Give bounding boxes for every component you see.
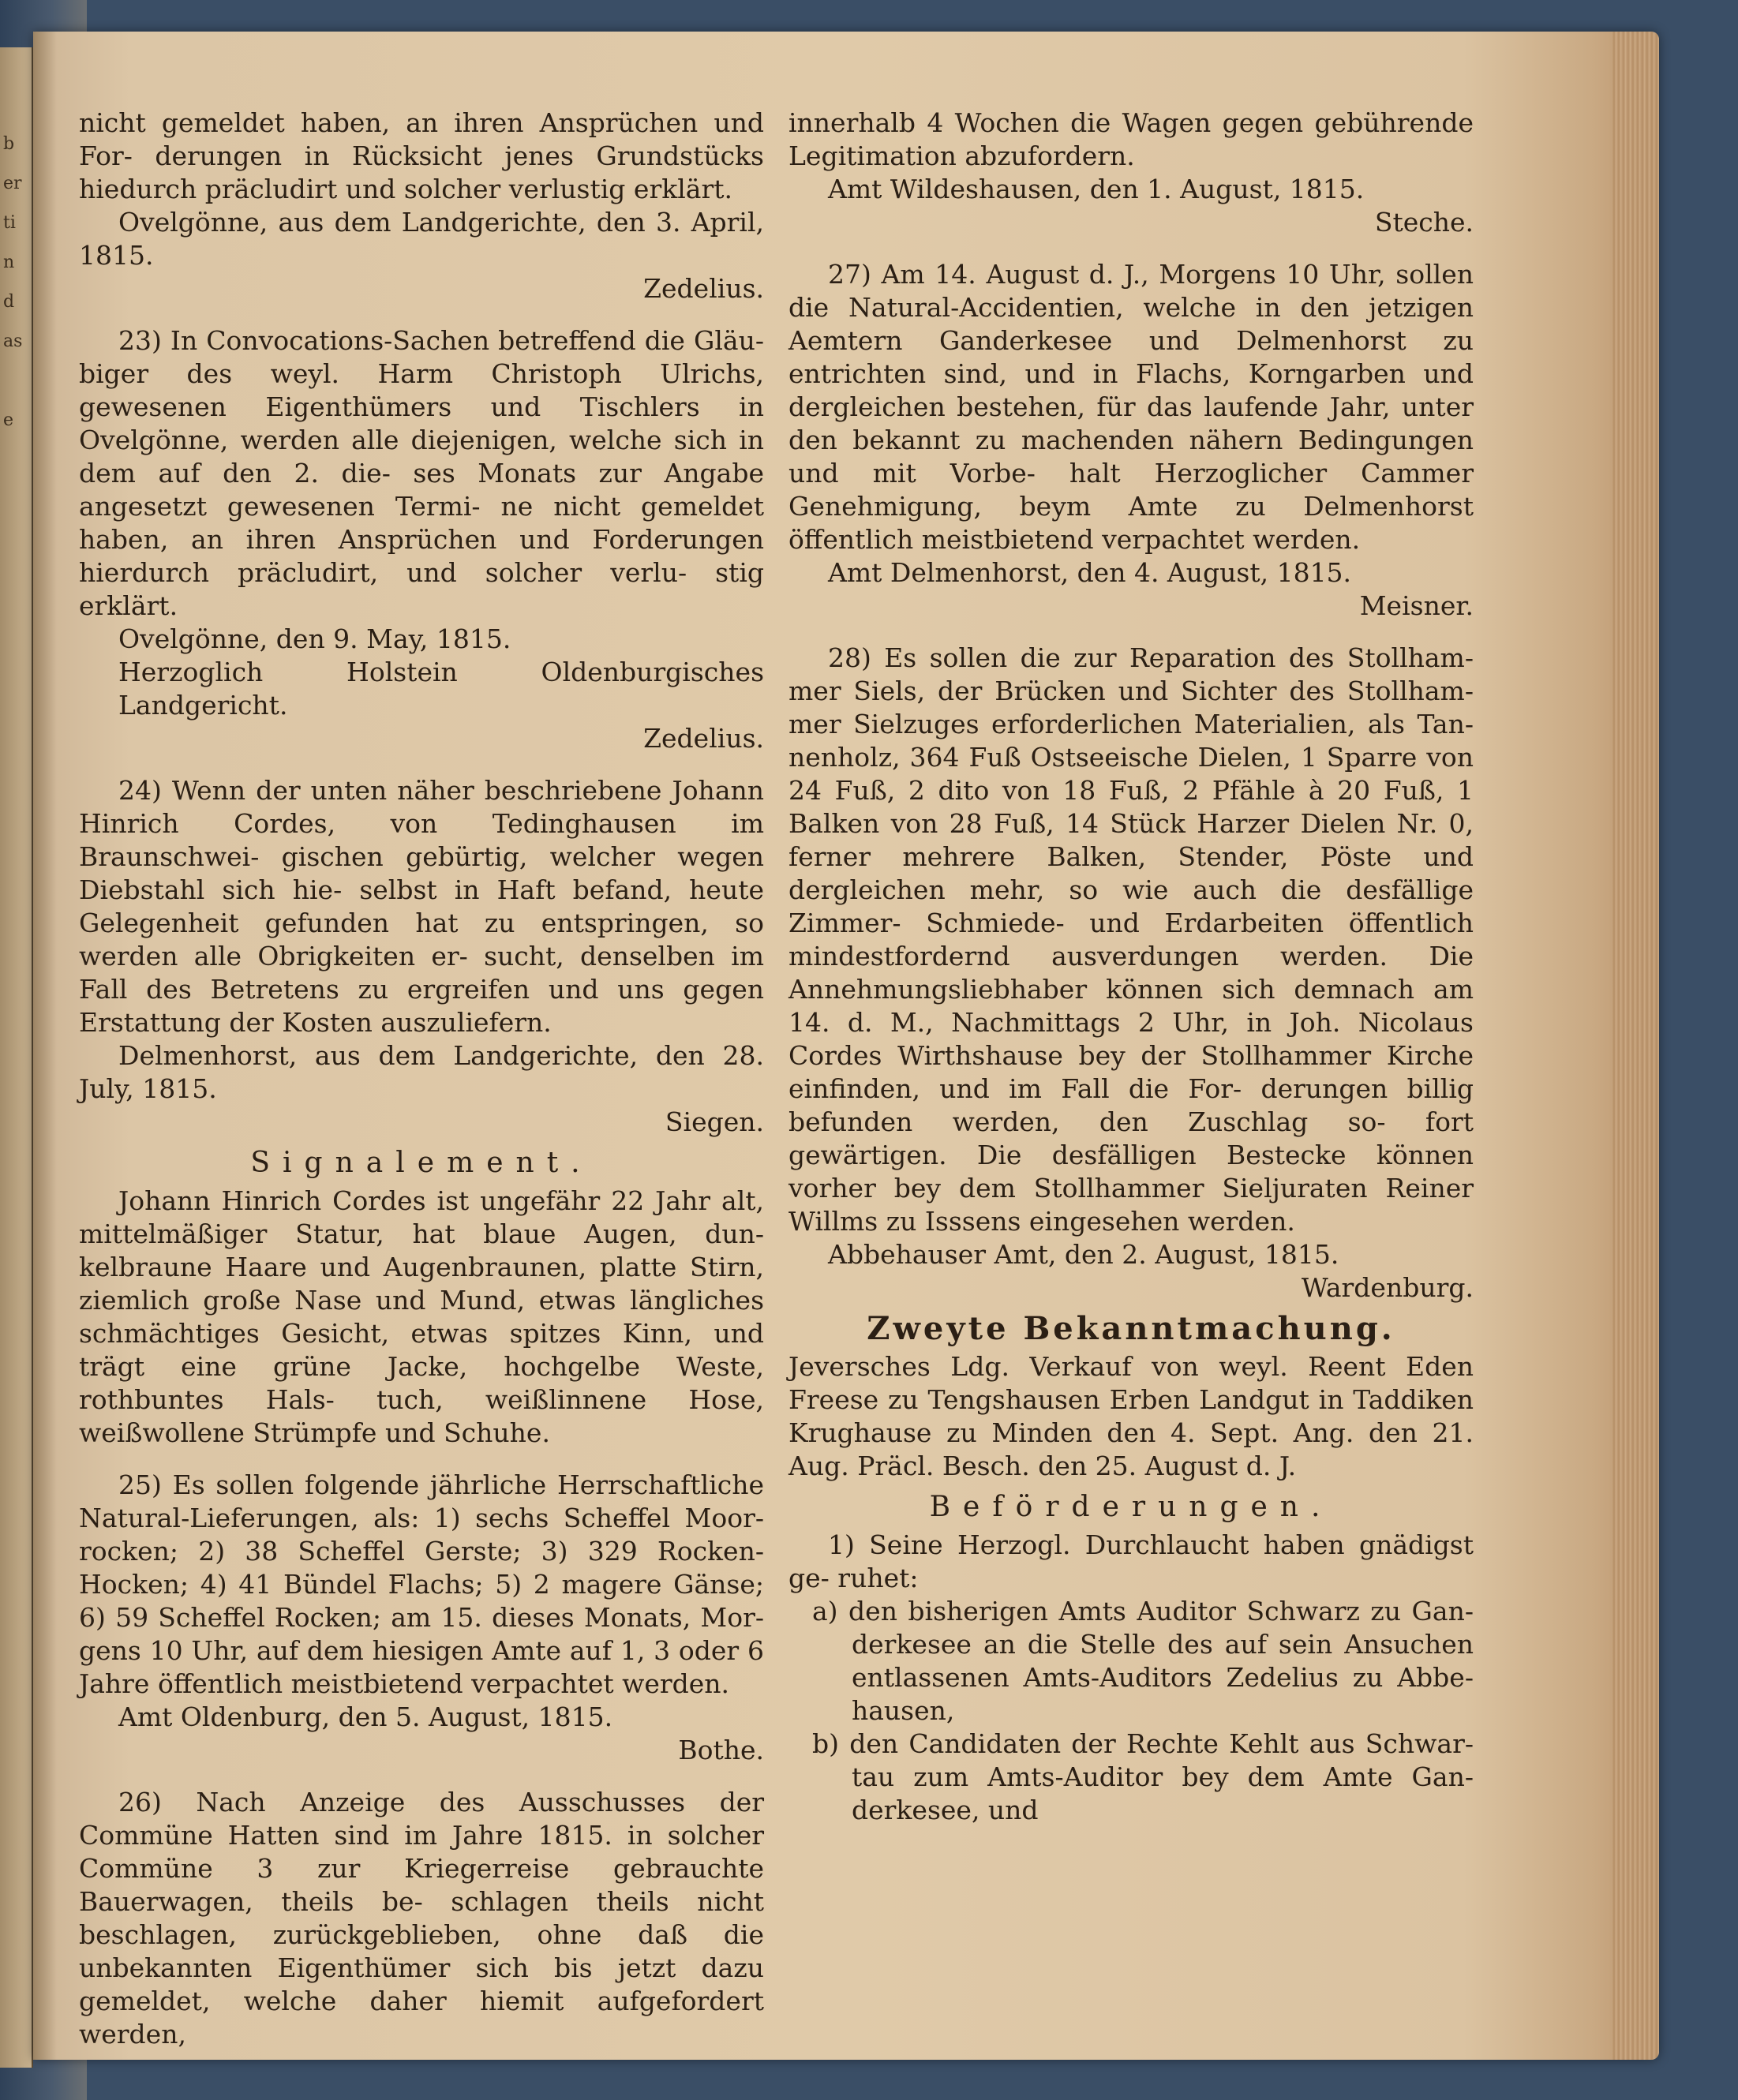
prev-page-fragment: n — [3, 253, 15, 272]
notice-28: 28) Es sollen die zur Reparation des Stollham- mer Siels, der Brücken und Sichter des Stollham- mer Sielzuges erforderlichen Materialien, als Tan- nenholz, 364 Fuß Ostseeische Dielen, 1 Sparre von 24 Fuß, 2 dito von 18 Fuß, 2 Pfähle à 20 Fuß, 1 Balken von 28 Fuß, 14 Stück Harzer Dielen Nr. 0, ferner mehrere Balken, Stender, Pöste und dergleichen mehr, so wie auch die desfällige Zimmer- Schmiede- und Erdarbeiten öffentlich mindestfordernd ausverdungen werden. Die Annehmungsliebhaber können sich demnach am 14. d. M., Nachmittags 2 Uhr, in Joh. Nicolaus Cordes Wirthshause bey der Stollhammer Kirche einfinden, und im Fall die For- derungen billig befunden werden, den Zuschlag so- fort gewärtigen. Die desfälligen Bestecke können vorher bey dem Stollhammer Sieljuraten Reiner Willms zu Isssens eingesehen werden. — [788, 642, 1474, 1237]
notice-24: 24) Wenn der unten näher beschriebene Johann Hinrich Cordes, von Tedinghausen im Braunschwei- gischen gebürtig, welcher wegen Diebstahl sich hie- selbst in Haft befand, heute Gelegenheit gefunden hat zu entspringen, so werden alle Obrigkeiten er- sucht, denselben im Fall des Betretens zu ergreifen und uns gegen Erstattung der Kosten auszuliefern. — [79, 775, 764, 1038]
notice-place-date: Ovelgönne, den 9. May, 1815. — [118, 623, 511, 654]
signalement-heading: Signalement. — [250, 1147, 593, 1179]
notice-signature: Bothe. — [678, 1735, 764, 1765]
notice-court: Herzoglich Holstein Oldenburgisches Landgericht. — [118, 657, 764, 721]
document-page — [33, 32, 1659, 2060]
befoerderung-item-b: b) den Candidaten der Rechte Kehlt aus Schwar- tau zum Amts-Auditor bey dem Amte Gan- derkesee, und — [812, 1728, 1474, 1825]
page-gutter — [33, 32, 57, 2060]
notice-place-date: Delmenhorst, aus dem Landgerichte, den 28. July, 1815. — [79, 1040, 764, 1104]
prev-page-fragment: ti — [3, 213, 16, 233]
right-column — [788, 107, 1474, 1827]
signalement-text: Johann Hinrich Cordes ist ungefähr 22 Jahr alt, mittelmäßiger Statur, hat blaue Augen, dun- kelbraune Haare und Augenbraunen, platte Stirn, ziemlich große Nase und Mund, etwas längliches schmächtiges Gesicht, etwas spitzes Kinn, und trägt eine grüne Jacke, hochgelbe Weste, rothbuntes Hals- tuch, weißlinnene Hose, weißwollene Strümpfe und Schuhe. — [79, 1185, 764, 1448]
notice-signature: Siegen. — [665, 1106, 764, 1137]
page-edge-stack — [1612, 32, 1659, 2060]
notice-25: 25) Es sollen folgende jährliche Herrschaftliche Natural-Lieferungen, als: 1) sechs Scheffel Moor- rocken; 2) 38 Scheffel Gerste; 3) 329 Rocken-Hocken; 4) 41 Bündel Flachs; 5) 2 magere Gänse; 6) 59 Scheffel Rocken; am 15. dieses Monats, Mor- gens 10 Uhr, auf dem hiesigen Amte auf 1, 3 oder 6 Jahre öffentlich meistbietend verpachtet werden. — [79, 1469, 764, 1699]
prev-page-fragment: b — [3, 134, 15, 154]
left-column — [79, 107, 764, 2051]
notice-signature: Zedelius. — [643, 273, 764, 304]
zweyte-bekanntmachung-heading: Zweyte Bekanntmachung. — [867, 1310, 1395, 1347]
befoerderung-intro: 1) Seine Herzogl. Durchlaucht haben gnädigst ge- ruhet: — [788, 1529, 1474, 1593]
notice-signature: Steche. — [1374, 207, 1474, 238]
prev-page-fragment: as — [3, 331, 23, 351]
prev-page-fragment: d — [3, 292, 15, 312]
notice-signature: Wardenburg. — [1301, 1272, 1474, 1303]
notice-signature: Meisner. — [1359, 590, 1474, 621]
notice-place-date: Amt Wildeshausen, den 1. August, 1815. — [828, 174, 1365, 204]
notice-26-continued: innerhalb 4 Wochen die Wagen gegen gebührende Legitimation abzufordern. — [788, 107, 1474, 171]
notice-27: 27) Am 14. August d. J., Morgens 10 Uhr, sollen die Natural-Accidentien, welche in den jetzigen Aemtern Ganderkesee und Delmenhorst zu entrichten sind, und in Flachs, Korngarben und dergleichen bestehen, für das laufende Jahr, unter den bekannt zu machenden nähern Bedingungen und mit Vorbe- halt Herzoglicher Cammer Genehmigung, beym Amte zu Delmenhorst öffentlich meistbietend verpachtet werden. — [788, 259, 1474, 555]
notice-place-date: Amt Oldenburg, den 5. August, 1815. — [118, 1701, 613, 1732]
notice-text: nicht gemeldet haben, an ihren Ansprüchen und For- derungen in Rücksicht jenes Grundstücks hiedurch präcludirt und solcher verlustig erklärt. — [79, 107, 764, 204]
befoerderungen-heading: Beförderungen. — [929, 1491, 1333, 1523]
notice-place-date: Abbehauser Amt, den 2. August, 1815. — [828, 1239, 1339, 1270]
notice-26: 26) Nach Anzeige des Ausschusses der Commüne Hatten sind im Jahre 1815. in solcher Commüne 3 zur Kriegerreise gebrauchte Bauerwagen, theils be- schlagen theils nicht beschlagen, zurückgeblieben, ohne daß die unbekannten Eigenthümer sich bis jetzt dazu gemeldet, welche daher hiemit aufgefordert werden, — [79, 1787, 764, 2049]
prev-page-fragment: e — [3, 410, 14, 430]
previous-page-edge — [0, 47, 33, 2068]
notice-signature: Zedelius. — [643, 723, 764, 754]
notice-place-date: Amt Delmenhorst, den 4. August, 1815. — [828, 557, 1352, 588]
prev-page-fragment: er — [3, 174, 22, 193]
notice-23: 23) In Convocations-Sachen betreffend die Gläu- biger des weyl. Harm Christoph Ulrichs, gewesenen Eigenthümers und Tischlers in Ovelgönne, werden alle diejenigen, welche sich in dem auf den 2. die- ses Monats zur Angabe angesetzt gewesenen Termi- ne nicht gemeldet haben, an ihren Ansprüchen und Forderungen hierdurch präcludirt, und solcher verlu- stig erklärt. — [79, 325, 764, 621]
notice-place-date: Ovelgönne, aus dem Landgerichte, den 3. April, 1815. — [79, 207, 764, 271]
zweyte-bekanntmachung-text: Jeversches Ldg. Verkauf von weyl. Reent Eden Freese zu Tengshausen Erben Landgut in Taddiken Krughause zu Minden den 4. Sept. Ang. den 21. Aug. Präcl. Besch. den 25. August d. J. — [788, 1351, 1474, 1481]
befoerderung-item-a: a) den bisherigen Amts Auditor Schwarz zu Gan- derkesee an die Stelle des auf sein Ansuchen entlassenen Amts-Auditors Zedelius zu Abbe- hausen, — [812, 1596, 1474, 1726]
